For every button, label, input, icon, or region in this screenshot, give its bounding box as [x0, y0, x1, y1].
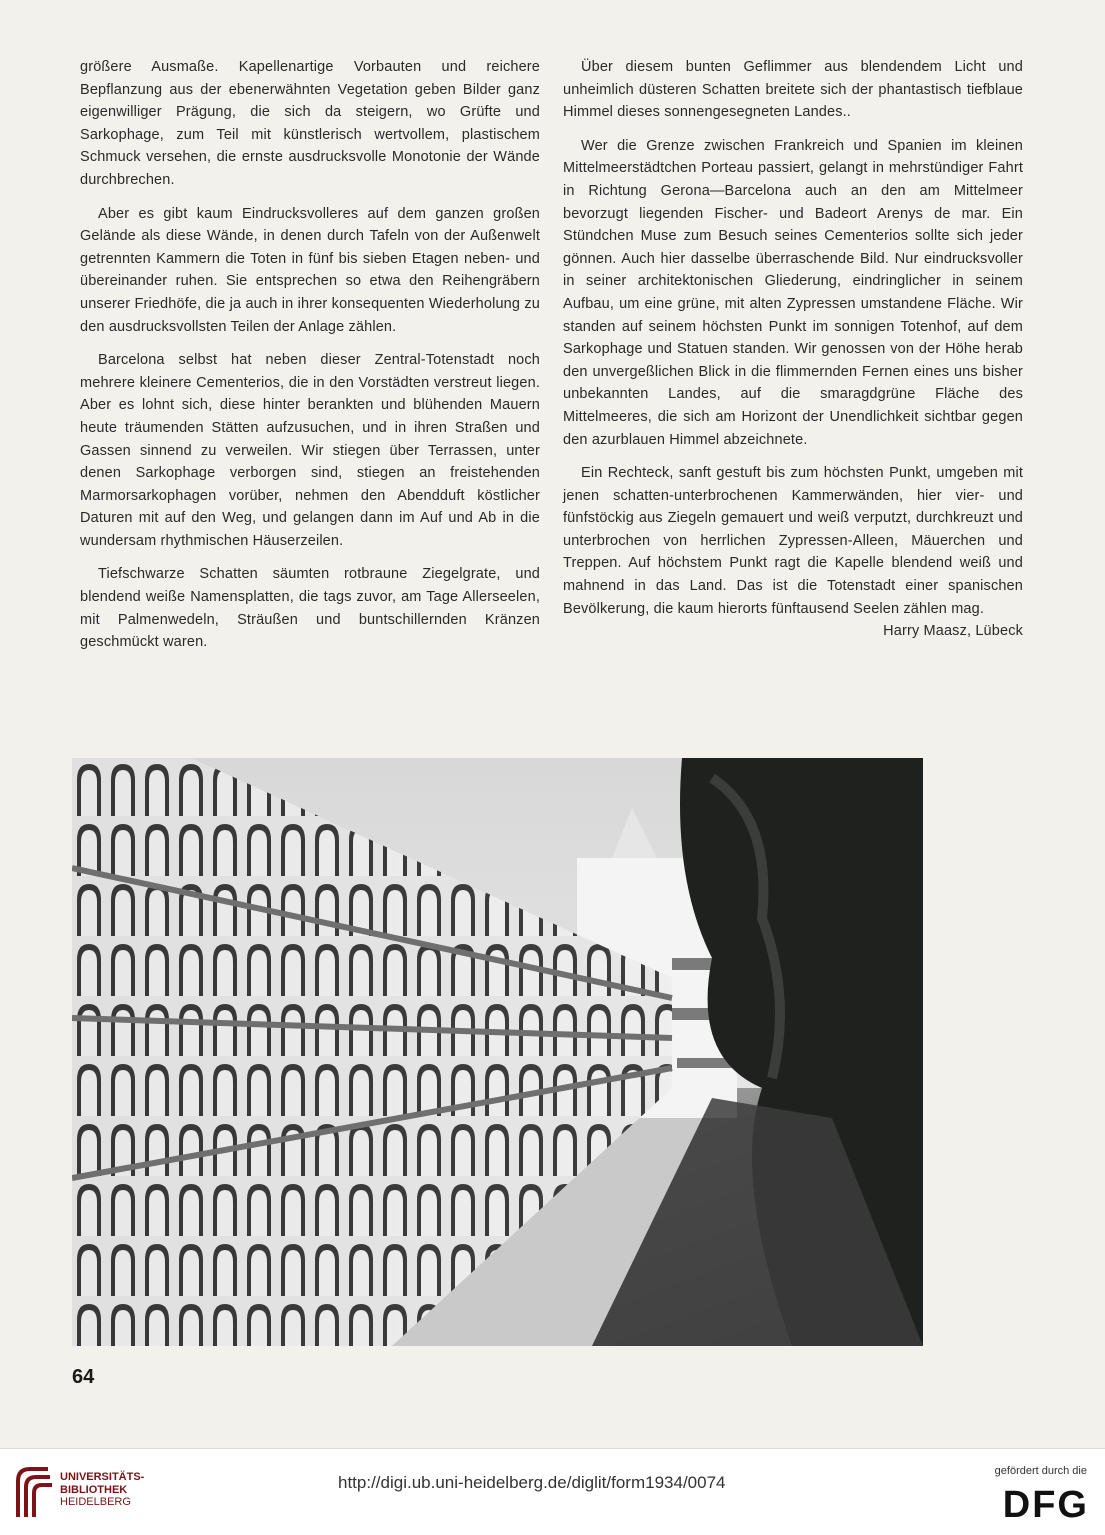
university-logo-icon[interactable] [14, 1465, 54, 1519]
right-text-column [563, 56, 1023, 643]
funding-note: gefördert durch die [994, 1465, 1087, 1477]
viewer-footer [0, 1448, 1105, 1535]
permalink-url[interactable]: http://digi.ub.uni-heidelberg.de/diglit/form1934/0074 [338, 1473, 726, 1492]
paragraph: größere Ausmaße. Kapellenartige Vorbauten und reichere Bepflanzung aus der ebenerwähnten Vegetation geben Bilder ganz eigenwilliger Prägung, die sich da steigern, wo Grüfte und Sarkophage, zum Teil mit künstlerisch wertvollem, plastischem Schmuck versehen, die ernste ausdrucksvolle Monotonie der Wände durchbrechen. [80, 59, 540, 188]
paragraph [563, 462, 1023, 640]
paragraph-text: Ein Rechteck, sanft gestuft bis zum höchsten Punkt, umgeben mit jenen schatten-unterbrochenen Kammerwänden, hier vier- und fünfstöckig aus Ziegeln gemauert und weiß verputzt, durchkreuzt und unterbrochen von herrlichen Zypressen-Alleen, Mäuerchen und Treppen. Auf höchstem Punkt ragt die Kapelle blendend weiß und mahnend in das Land. Das ist die Totenstadt einer spanischen Bevölkerung, die kaum hierorts fünftausend Seelen zählen mag. [563, 465, 1023, 617]
paragraph: Tiefschwarze Schatten säumten rotbraune Ziegelgrate, und blendend weiße Namensplatten, die tags zuvor, am Tage Allerseelen, mit Palmenwedeln, Sträußen und buntschillernden Kränzen geschmückt waren. [80, 566, 540, 651]
paragraph: Über diesem bunten Geflimmer aus blendendem Licht und unheimlich düsteren Schatten breitete sich der phantastisch tiefblaue Himmel dieses sonnengesegneten Landes.. [563, 59, 1023, 121]
paragraph: Barcelona selbst hat neben dieser Zentral-Totenstadt noch mehrere kleinere Cementerios, die in den Vorstädten verstreut liegen. Aber es lohnt sich, diese hinter berankten und blühenden Mauern heute träumenden Stätten aufzusuchen, und in ihren Straßen und Gassen sinnend zu verweilen. Wir stiegen über Terrassen, unter denen Sarkophage verborgen sind, stiegen an freistehenden Marmorsarkophagen vorüber, nehmen den Abendduft köstlicher Daturen mit auf den Weg, und gelangen dann im Auf und Ab in die wundersam rhythmischen Häuserzeilen. [80, 352, 540, 549]
paragraph: Wer die Grenze zwischen Frankreich und Spanien im kleinen Mittelmeerstädtchen Porteau passiert, gelangt in mehrstündiger Fahrt in Richtung Gerona—Barcelona auch an den am Mittelmeer bevorzugt liegenden Fischer- und Badeort Arenys de mar. Ein Stündchen Muse zum Besuch seines Cementerios sollte sich jeder gönnen. Auch hier dasselbe überraschende Bild. Nur eindrucksvoller in seiner architektonischen Gliederung, eindringlicher in seinem Aufbau, um eine grüne, mit alten Zypressen umstandene Fläche. Wir standen auf seinem höchsten Punkt im sonnigen Totenhof, auf dem Sarkophage und Statuen standen. Wir genossen von der Höhe herab den unvergeßlichen Blick in die flimmernden Fernen eines uns bisher unbekannten Landes, auf die smaragdgrüne Fläche des Mittelmeeres, die sich am Horizont der Unendlichkeit sichtbar gegen den azurblauen Himmel abzeichnete. [563, 137, 1023, 448]
left-text-column [80, 56, 540, 665]
university-name[interactable]: UNIVERSITÄTS- BIBLIOTHEK HEIDELBERG [60, 1471, 145, 1508]
author-signature: Harry Maasz, Lübeck [883, 623, 1023, 640]
cemetery-photograph [72, 758, 923, 1346]
paragraph: Aber es gibt kaum Eindrucksvolleres auf dem ganzen großen Gelände als diese Wände, in denen durch Tafeln von der Außenwelt getrennten Kammern die Toten in fünf bis sieben Etagen neben- und übereinander ruhen. Sie entsprechen so etwa den Reihengräbern unserer Friedhöfe, die ja auch in ihrer konsequenten Wiederholung zu den ausdrucksvollsten Teilen der Anlage zählen. [80, 205, 540, 335]
page-number: 64 [72, 1366, 95, 1388]
dfg-logo[interactable]: DFG [1002, 1484, 1089, 1526]
